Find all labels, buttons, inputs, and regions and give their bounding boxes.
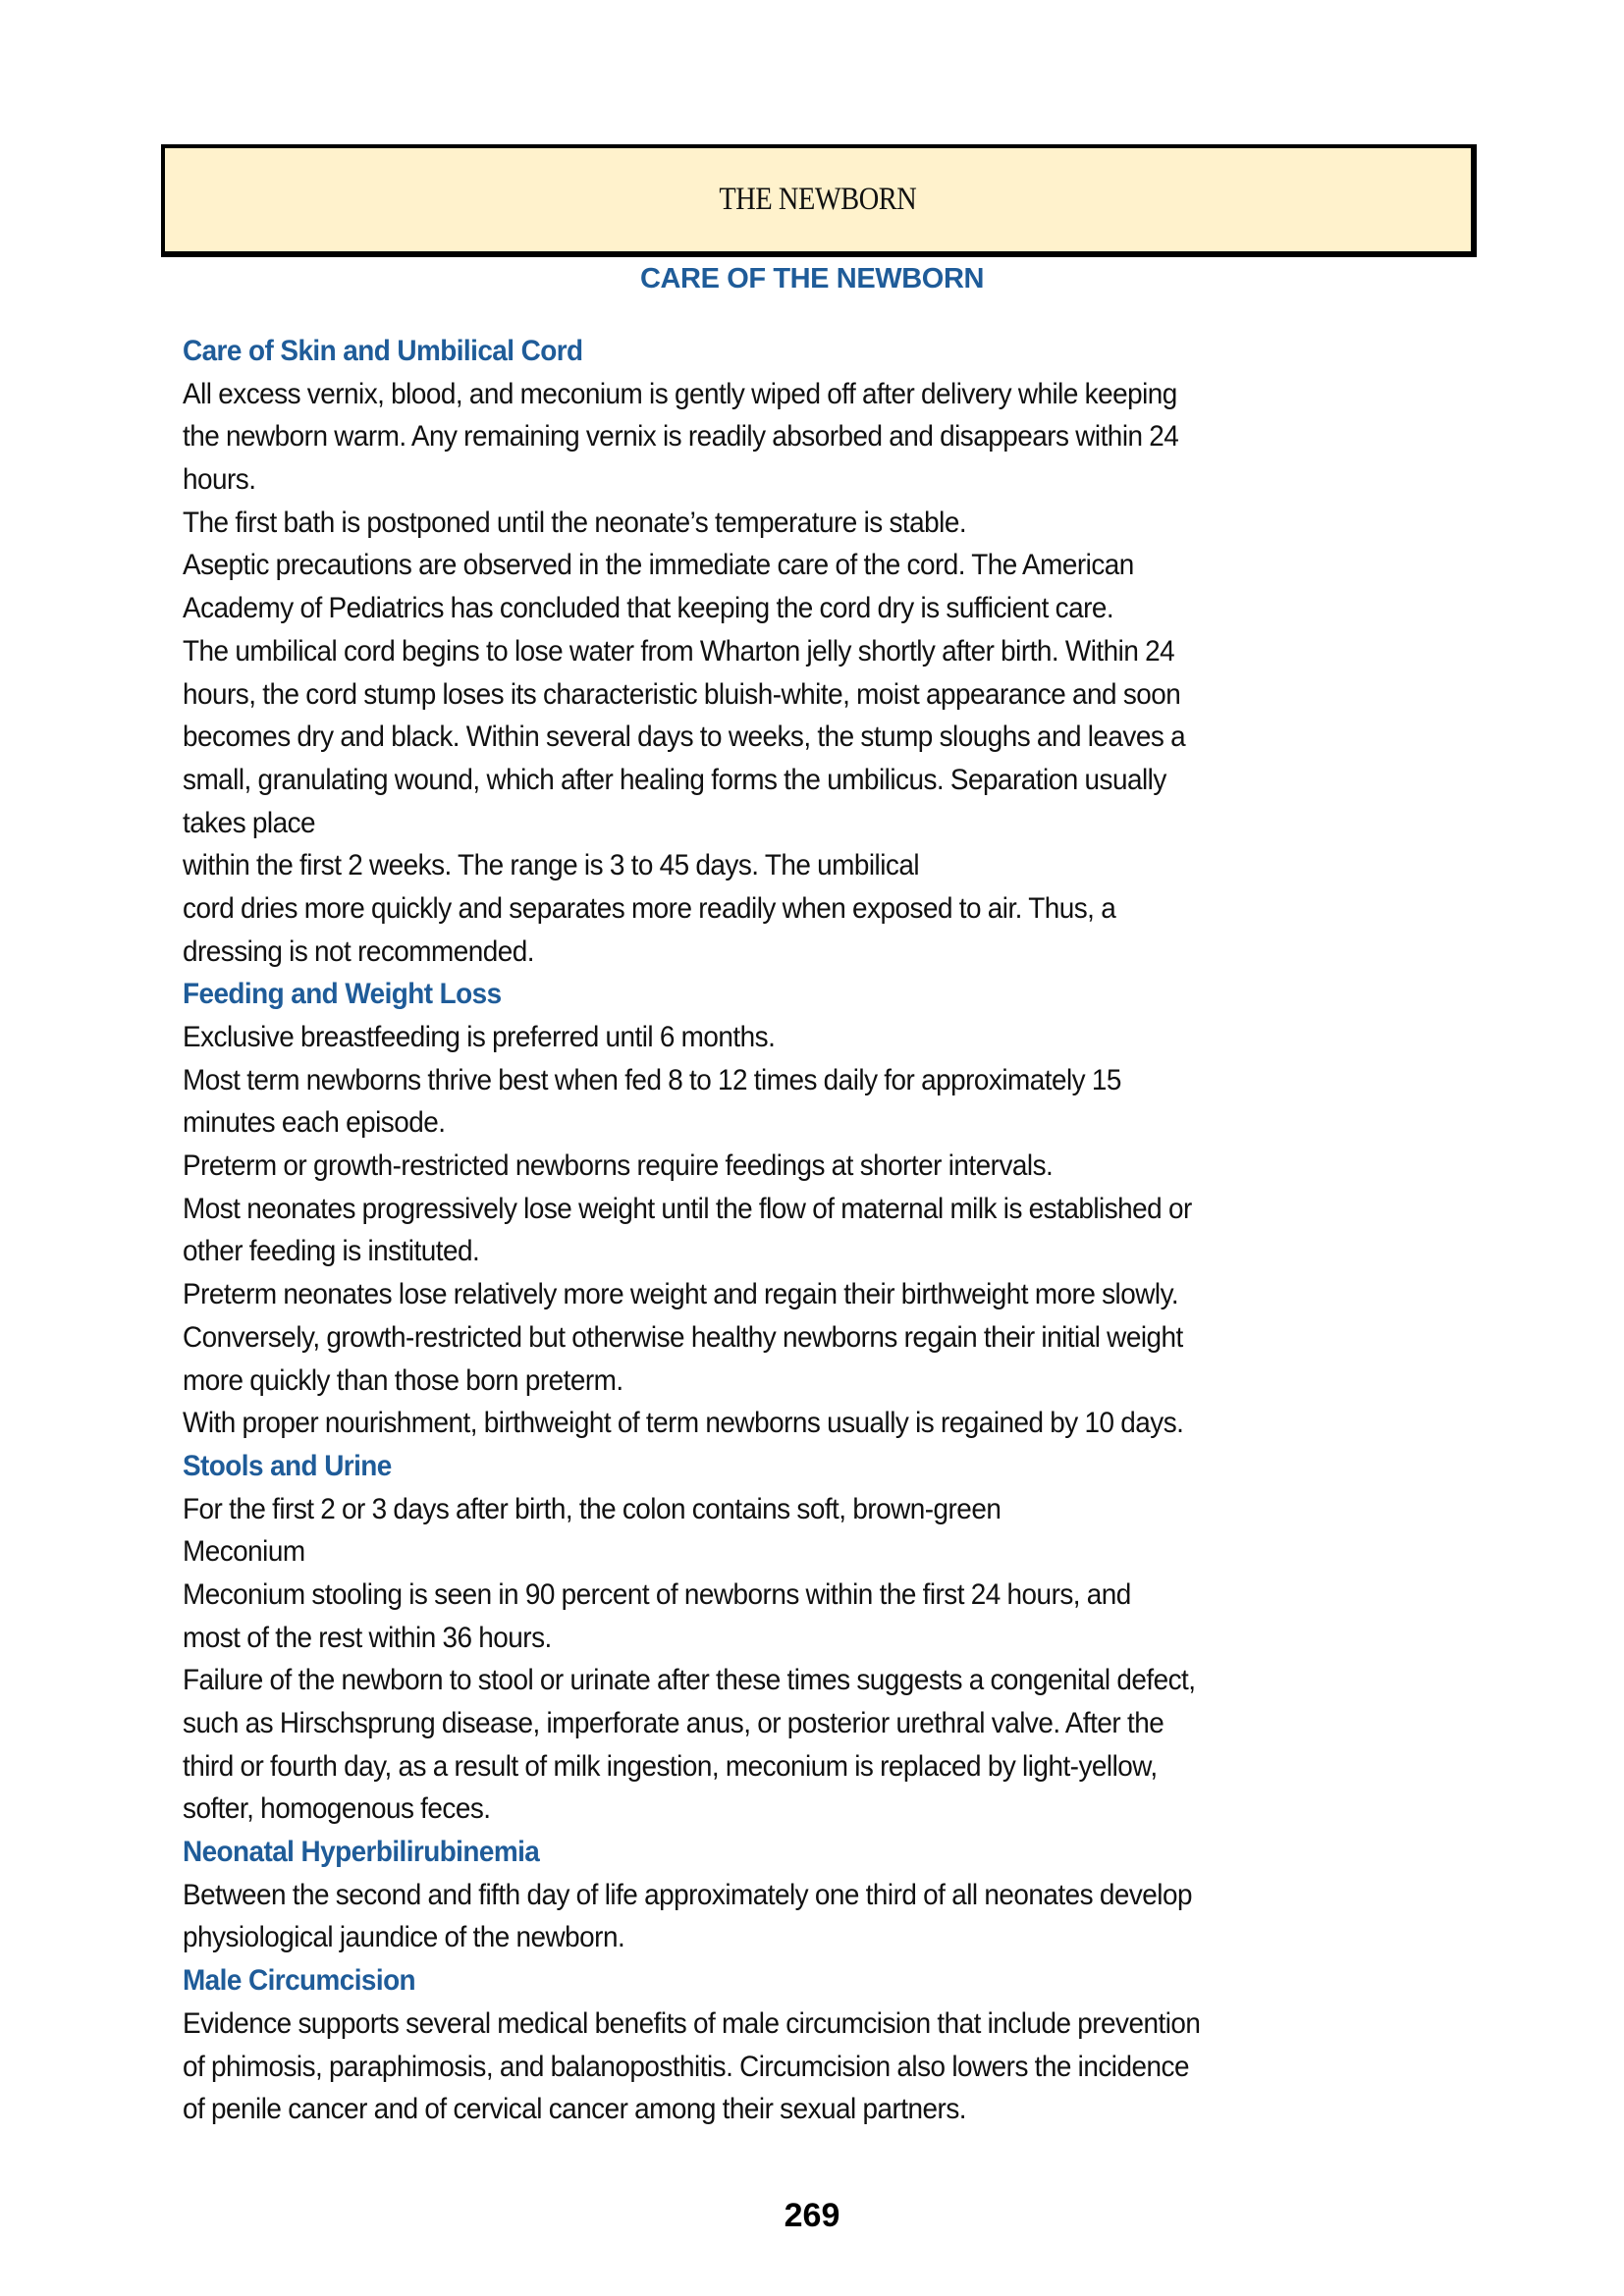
body-text-line: more quickly than those born preterm. (183, 1363, 623, 1397)
subsection-heading: Stools and Urine (183, 1449, 392, 1482)
body-text-line: of phimosis, paraphimosis, and balanoposthitis. Circumcision also lowers the incidence (183, 2050, 1189, 2083)
body-text-line: minutes each episode. (183, 1106, 446, 1140)
body-text-line: Evidence supports several medical benefits of male circumcision that include prevention (183, 2006, 1201, 2040)
body-text-line: softer, homogenous feces. (183, 1792, 491, 1826)
body-text-line: physiological jaundice of the newborn. (183, 1921, 625, 1954)
subsection (183, 1445, 1489, 1831)
body-text-line: of penile cancer and of cervical cancer among their sexual partners. (183, 2093, 967, 2126)
body-text-line: dressing is not recommended. (183, 934, 535, 968)
body-text-line: within the first 2 weeks. The range is 3 to 45 days. The umbilical (183, 849, 920, 882)
subsection (183, 330, 1489, 973)
body-text-line: Meconium (183, 1535, 305, 1569)
subsection-heading: Male Circumcision (183, 1964, 416, 1998)
body-text-line: takes place (183, 806, 316, 839)
body-text-line: small, granulating wound, which after healing forms the umbilicus. Separation usually (183, 763, 1166, 796)
body-text-line: Exclusive breastfeeding is preferred until 6 months. (183, 1021, 776, 1053)
body-text-line: Preterm or growth-restricted newborns require feedings at shorter intervals. (183, 1149, 1054, 1183)
section-title: CARE OF THE NEWBORN (639, 263, 985, 294)
body-text-line: becomes dry and black. Within several days to weeks, the stump sloughs and leaves a (183, 721, 1186, 754)
chapter-title: THE NEWBORN (719, 182, 917, 217)
subsection (183, 1831, 1489, 1959)
body-text-line: All excess vernix, blood, and meconium is gently wiped off after delivery while keeping (183, 377, 1177, 410)
body-text-line: The umbilical cord begins to lose water from Wharton jelly shortly after birth. Within 24 (183, 634, 1175, 667)
body-text-line: Academy of Pediatrics has concluded that keeping the cord dry is sufficient care. (183, 592, 1114, 625)
body-text-line: most of the rest within 36 hours. (183, 1621, 552, 1654)
body-text-line: Most term newborns thrive best when fed 8 to 12 times daily for approximately 15 (183, 1063, 1121, 1096)
content-body (183, 330, 1489, 2131)
body-text-line: Conversely, growth-restricted but otherwise healthy newborns regain their initial weight (183, 1320, 1183, 1354)
page-number: 269 (784, 2197, 840, 2234)
body-text-line: Between the second and fifth day of life approximately one third of all neonates develop (183, 1878, 1192, 1911)
body-text-line: other feeding is instituted. (183, 1235, 480, 1268)
subsection-heading: Neonatal Hyperbilirubinemia (183, 1836, 540, 1869)
body-text-line: Most neonates progressively lose weight until the flow of maternal milk is established or (183, 1192, 1192, 1225)
body-text-line: hours, the cord stump loses its characteristic bluish-white, moist appearance and soon (183, 677, 1181, 711)
body-text-line: With proper nourishment, birthweight of term newborns usually is regained by 10 days. (183, 1407, 1184, 1440)
subsection-heading: Feeding and Weight Loss (183, 978, 502, 1011)
body-text-line: For the first 2 or 3 days after birth, the colon contains soft, brown-green (183, 1492, 1001, 1525)
body-text-line: Aseptic precautions are observed in the immediate care of the cord. The American (183, 549, 1134, 582)
body-text-line: Failure of the newborn to stool or urinate after these times suggests a congenital defect, (183, 1664, 1196, 1697)
body-text-line: such as Hirschsprung disease, imperforate anus, or posterior urethral valve. After the (183, 1707, 1164, 1739)
body-text-line: cord dries more quickly and separates more readily when exposed to air. Thus, a (183, 891, 1116, 925)
subsection-heading: Care of Skin and Umbilical Cord (183, 335, 583, 367)
chapter-title-box (161, 144, 1477, 257)
body-text-line: Preterm neonates lose relatively more weight and regain their birthweight more slowly. (183, 1278, 1179, 1311)
subsection (183, 973, 1489, 1445)
subsection (183, 1959, 1489, 2131)
body-text-line: Meconium stooling is seen in 90 percent of newborns within the first 24 hours, and (183, 1577, 1131, 1611)
body-text-line: hours. (183, 463, 256, 497)
body-text-line: third or fourth day, as a result of milk ingestion, meconium is replaced by light-yellow, (183, 1749, 1158, 1783)
body-text-line: the newborn warm. Any remaining vernix is readily absorbed and disappears within 24 (183, 420, 1179, 454)
body-text-line: The first bath is postponed until the neonate’s temperature is stable. (183, 506, 967, 539)
